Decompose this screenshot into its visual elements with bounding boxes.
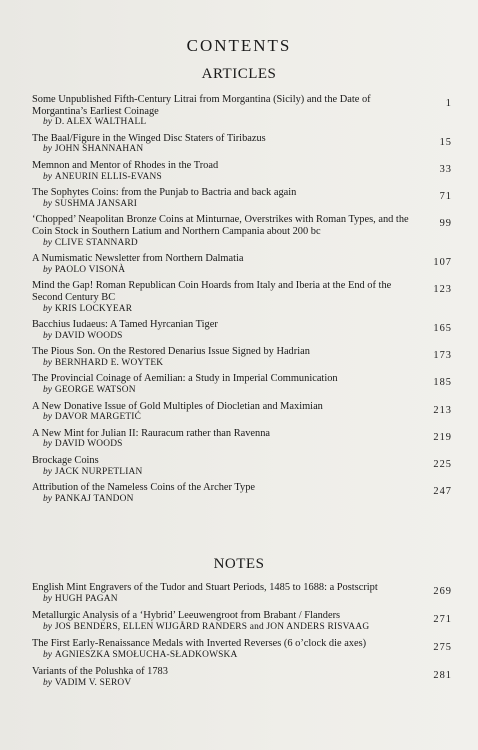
author-name: JOS BENDERS, ELLEN WIJGÅRD RANDERS and JON ANDERS RISVAAG [54,621,370,632]
entry-author-line [32,304,452,315]
article-entry [32,428,452,451]
entry-title: The Baal/Figure in the Winged Disc Staters of Tiribazus [32,132,266,144]
page-number: 275 [433,641,452,653]
entry-author-line [32,238,452,249]
page-number: 219 [433,431,452,443]
article-entry [32,482,452,505]
entry-author-line [32,594,452,605]
by-label: by [43,593,52,604]
author-name: KRIS LOCKYEAR [54,303,133,314]
page-number: 225 [433,459,452,471]
by-label: by [43,412,52,423]
by-label: by [43,330,52,341]
page-number: 269 [433,586,452,597]
entry-title: Mind the Gap! Roman Republican Coin Hoards from Italy and Iberia at the End of the Second Century BC [32,280,392,303]
by-label: by [43,466,52,477]
page-number: 271 [433,613,452,625]
article-entry [32,214,452,248]
author-name: ANEURIN ELLIS-EVANS [54,171,162,182]
note-entry [32,582,452,605]
entry-title: The Provincial Coinage of Aemilian: a Study in Imperial Communication [32,373,338,385]
entry-author-line [32,494,452,505]
page-number: 107 [433,257,452,269]
author-name: PANKAJ TANDON [54,493,134,504]
author-name: VADIM V. SEROV [54,677,132,688]
by-label: by [43,385,52,396]
entry-title: Some Unpublished Fifth-Century Litrai from Morgantina (Sicily) and the Date of Morgantina’s Earliest Coinage [32,94,371,117]
by-label: by [43,117,52,128]
entry-author-line [32,412,452,423]
article-entry [32,253,452,276]
page-number: 71 [439,191,452,203]
entry-title: A Numismatic Newsletter from Northern Dalmatia [32,253,244,265]
by-label: by [43,237,52,248]
note-entry [32,666,452,689]
entry-author-line [32,622,452,633]
page-number: 281 [433,669,452,681]
entry-author-line [32,172,452,183]
author-name: DAVID WOODS [54,330,123,341]
article-entry [32,401,452,424]
entry-title: English Mint Engravers of the Tudor and Stuart Periods, 1485 to 1688: a Postscript [32,582,378,593]
articles-list [32,94,452,509]
entry-title: Variants of the Polushka of 1783 [32,665,168,677]
by-label: by [43,171,52,182]
author-name: JOHN SHANNAHAN [54,144,144,155]
page-number: 213 [433,404,452,416]
entry-author-line [32,199,452,210]
article-entry [32,280,452,314]
entry-title: Memnon and Mentor of Rhodes in the Troad [32,159,219,171]
note-entry [32,638,452,661]
entry-author-line [32,385,452,396]
by-label: by [43,357,52,368]
author-name: JACK NURPETLIAN [54,466,143,477]
entry-title: Bacchius Iudaeus: A Tamed Hyrcanian Tiger [32,319,218,331]
entry-title: ‘Chopped’ Neapolitan Bronze Coins at Minturnae, Overstrikes with Roman Types, and the Coin Stock in Southern Latium and Northern Campania about 200 bc [32,214,409,237]
author-name: BERNHARD E. WOYTEK [54,357,164,368]
by-label: by [43,303,52,314]
author-name: DAVID WOODS [54,439,123,450]
by-label: by [43,198,52,209]
by-label: by [43,649,52,660]
page-number: 33 [439,163,452,175]
by-label: by [43,144,52,155]
page-number: 1 [445,98,452,109]
articles-heading: ARTICLES [201,66,277,82]
article-entry [32,373,452,396]
entry-title: The Sophytes Coins: from the Punjab to Bactria and back again [32,187,297,199]
article-entry [32,187,452,210]
by-label: by [43,493,52,504]
entry-author-line [32,467,452,478]
page-number: 99 [439,218,452,230]
entry-author-line [32,678,452,689]
contents-heading: CONTENTS [186,36,292,55]
entry-title: The Pious Son. On the Restored Denarius Issue Signed by Hadrian [32,346,310,358]
article-entry [32,133,452,156]
by-label: by [43,439,52,450]
author-name: DAVOR MARGETIĆ [54,412,142,423]
article-entry [32,160,452,183]
article-entry [32,94,452,128]
article-entry [32,455,452,478]
entry-author-line [32,117,452,128]
entry-title: Brockage Coins [32,455,99,467]
by-label: by [43,621,52,632]
entry-author-line [32,331,452,342]
article-entry [32,319,452,342]
entry-title: Metallurgic Analysis of a ‘Hybrid’ Leeuwengroot from Brabant / Flanders [32,609,341,621]
notes-heading: NOTES [213,556,265,572]
by-label: by [43,264,52,275]
entry-author-line [32,439,452,450]
page-number: 247 [433,486,452,498]
author-name: SUSHMA JANSARI [54,198,138,209]
author-name: PAOLO VISONÀ [54,264,126,275]
author-name: D. ALEX WALTHALL [54,117,147,128]
page-number: 165 [433,323,452,335]
page-number: 185 [433,377,452,389]
entry-title: The First Early-Renaissance Medals with Inverted Reverses (6 o’clock die axes) [32,637,367,649]
entry-title: Attribution of the Nameless Coins of the Archer Type [32,482,256,494]
page-number: 173 [433,350,452,362]
by-label: by [43,677,52,688]
entry-title: A New Donative Issue of Gold Multiples of Diocletian and Maximian [32,400,323,412]
article-entry [32,346,452,369]
notes-list [32,582,452,694]
author-name: AGNIESZKA SMOŁUCHA-SŁADKOWSKA [54,649,238,660]
author-name: HUGH PAGAN [54,593,118,604]
page-number: 15 [439,136,452,148]
entry-author-line [32,144,452,155]
entry-title: A New Mint for Julian II: Rauracum rather than Ravenna [32,427,271,439]
entry-author-line [32,650,452,661]
author-name: CLIVE STANNARD [54,237,138,248]
note-entry [32,610,452,633]
entry-author-line [32,358,452,369]
entry-author-line [32,265,452,276]
author-name: GEORGE WATSON [54,385,136,396]
page-number: 123 [433,284,452,296]
